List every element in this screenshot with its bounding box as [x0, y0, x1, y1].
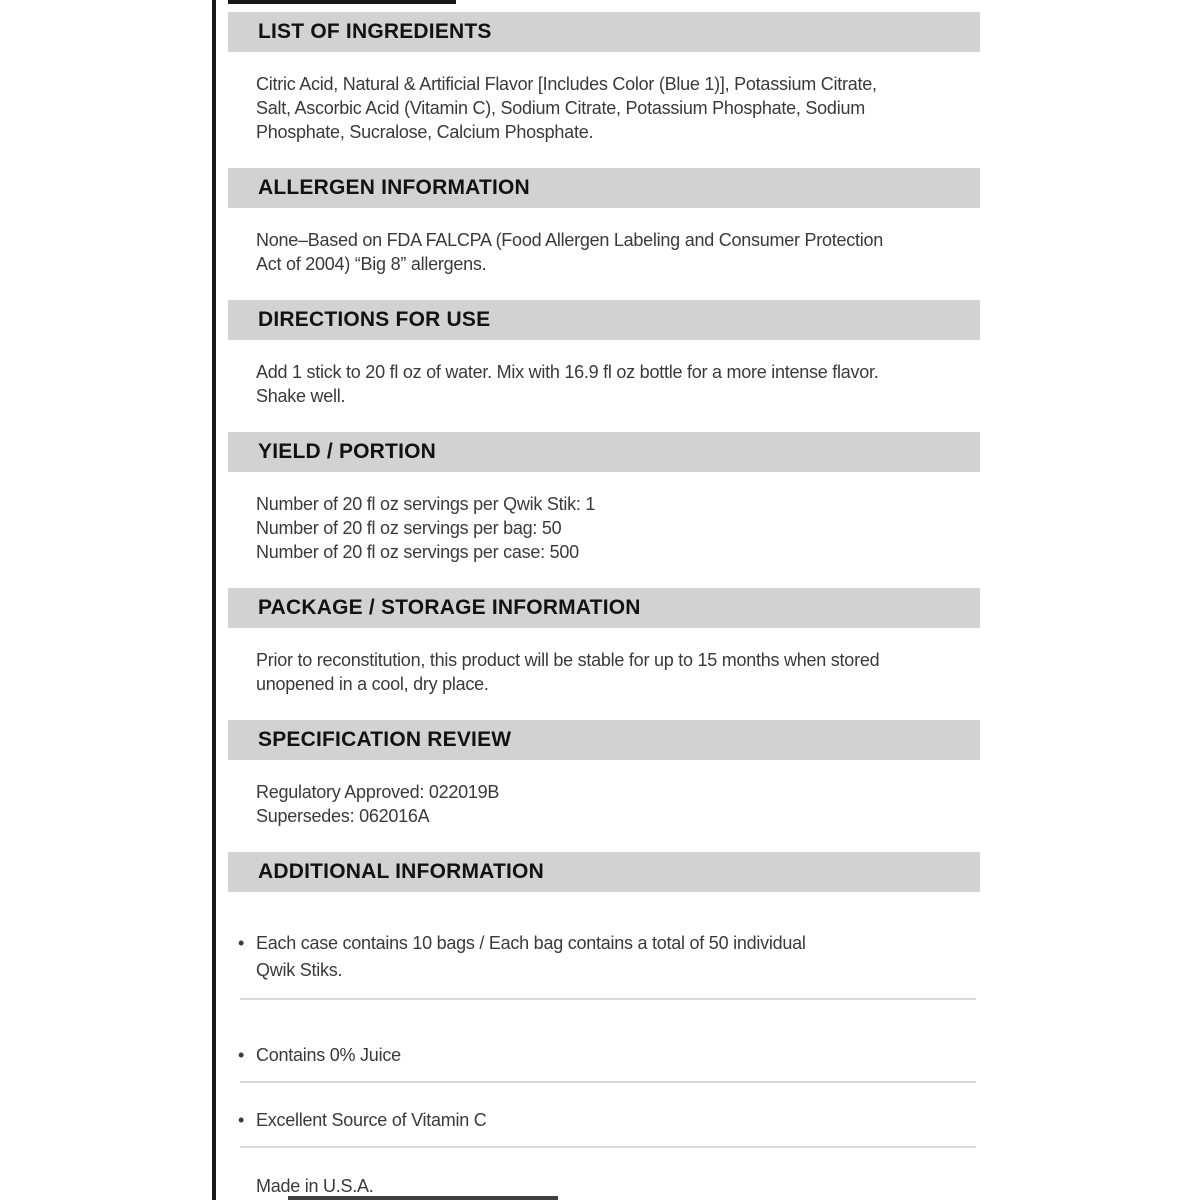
body-line: Excellent Source of Vitamin C	[256, 1110, 487, 1130]
body-line: Regulatory Approved: 022019B	[256, 782, 500, 802]
section-header-directions-for-use	[228, 300, 980, 340]
section-body-spec-review	[256, 780, 980, 828]
list-item-case-contents	[238, 930, 980, 984]
spec-sheet-content	[228, 0, 980, 1198]
body-line: Number of 20 fl oz servings per bag: 50	[256, 518, 562, 538]
section-header-package-storage	[228, 588, 980, 628]
body-line: Each case contains 10 bags / Each bag contains a total of 50 individual	[256, 933, 806, 953]
body-line: Supersedes: 062016A	[256, 806, 430, 826]
section-heading: PACKAGE / STORAGE INFORMATION	[258, 596, 641, 619]
body-line: Shake well.	[256, 386, 346, 406]
section-heading: LIST OF INGREDIENTS	[258, 20, 492, 43]
divider	[240, 1146, 976, 1148]
body-line: Citric Acid, Natural & Artificial Flavor [Includes Color (Blue 1)], Potassium Citrate,	[256, 74, 877, 94]
section-body-storage	[256, 648, 980, 696]
section-heading: DIRECTIONS FOR USE	[258, 308, 491, 331]
section-body-allergen	[256, 228, 980, 276]
list-item-text	[256, 1042, 401, 1069]
list-item-vitamin-c	[238, 1107, 980, 1134]
body-line: unopened in a cool, dry place.	[256, 674, 489, 694]
bullet-icon: •	[238, 933, 245, 953]
divider	[240, 998, 976, 1000]
section-header-specification-review	[228, 720, 980, 760]
bullet-icon: •	[238, 1110, 245, 1130]
section-header-allergen-information	[228, 168, 980, 208]
made-in-label: Made in U.S.A.	[256, 1176, 374, 1196]
section-body-yield	[256, 492, 980, 564]
body-line: None–Based on FDA FALCPA (Food Allergen Labeling and Consumer Protection	[256, 230, 884, 250]
page-left-border-line	[212, 0, 216, 1200]
section-header-yield-portion	[228, 432, 980, 472]
list-item-text	[256, 930, 806, 984]
next-section-cutoff-bar	[288, 1196, 558, 1200]
section-header-list-of-ingredients	[228, 12, 980, 52]
list-item-juice-content	[238, 1042, 980, 1069]
body-line: Number of 20 fl oz servings per case: 500	[256, 542, 579, 562]
section-heading: YIELD / PORTION	[258, 440, 437, 463]
body-line: Contains 0% Juice	[256, 1045, 401, 1065]
bullet-icon: •	[238, 1045, 245, 1065]
body-line: Phosphate, Sucralose, Calcium Phosphate.	[256, 122, 594, 142]
section-body-ingredients	[256, 72, 980, 144]
body-line: Number of 20 fl oz servings per Qwik Stik: 1	[256, 494, 596, 514]
list-item-text	[256, 1107, 487, 1134]
body-line: Add 1 stick to 20 fl oz of water. Mix with 16.9 fl oz bottle for a more intense flavor.	[256, 362, 879, 382]
section-header-additional-information	[228, 852, 980, 892]
body-line: Prior to reconstitution, this product will be stable for up to 15 months when stored	[256, 650, 880, 670]
body-line: Salt, Ascorbic Acid (Vitamin C), Sodium Citrate, Potassium Phosphate, Sodium	[256, 98, 865, 118]
section-heading: ADDITIONAL INFORMATION	[258, 860, 544, 883]
section-body-directions	[256, 360, 980, 408]
divider	[240, 1081, 976, 1083]
body-line: Act of 2004) “Big 8” allergens.	[256, 254, 487, 274]
body-line: Qwik Stiks.	[256, 960, 343, 980]
section-heading: SPECIFICATION REVIEW	[258, 728, 512, 751]
section-heading: ALLERGEN INFORMATION	[258, 176, 530, 199]
